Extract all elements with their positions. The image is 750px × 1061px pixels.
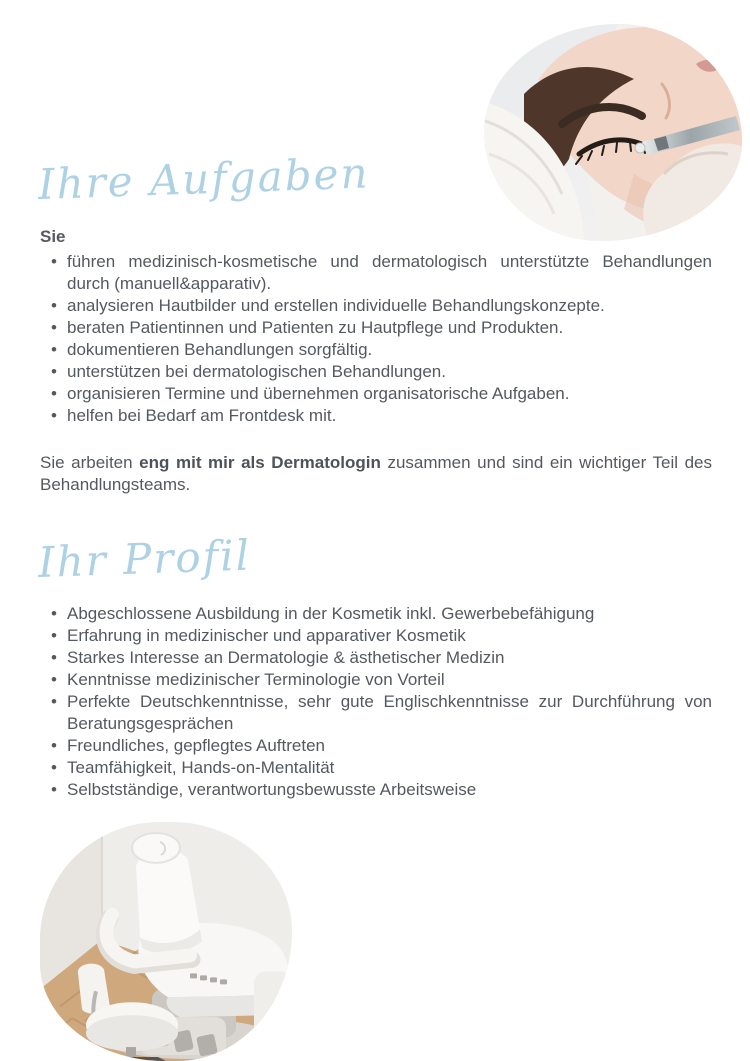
list-item: • führen medizinisch-kosmetische und dermatologisch unterstützte Behandlungen durch (manuell&apparativ). — [40, 251, 712, 295]
closing-post: zusammen und sind ein wichtiger Teil des Behandlungsteams. — [40, 453, 713, 494]
aufgaben-list — [40, 251, 712, 427]
list-item: • beraten Patientinnen und Patienten zu Hautpflege und Produkten. — [40, 317, 712, 339]
facial-treatment-illustration — [484, 24, 742, 241]
list-item: • helfen bei Bedarf am Frontdesk mit. — [40, 405, 712, 427]
treatment-chair-illustration — [40, 822, 292, 1061]
closing-pre: Sie arbeiten — [40, 453, 140, 472]
facial-treatment-photo — [484, 24, 742, 241]
closing-paragraph — [40, 452, 712, 496]
list-item: • organisieren Termine und übernehmen organisatorische Aufgaben. — [40, 383, 712, 405]
list-item: • Perfekte Deutschkenntnisse, sehr gute Englischkenntnisse zur Durchführung von Beratungsgesprächen — [40, 691, 712, 735]
list-item: • Selbstständige, verantwortungsbewusste Arbeitsweise — [40, 779, 712, 801]
list-item: • Freundliches, gepflegtes Auftreten — [40, 735, 712, 757]
list-item: • analysieren Hautbilder und erstellen individuelle Behandlungskonzepte. — [40, 295, 712, 317]
closing-bold: eng mit mir als Dermatologin — [139, 453, 381, 472]
list-item: • Abgeschlossene Ausbildung in der Kosmetik inkl. Gewerbebefähigung — [40, 603, 712, 625]
section-heading-aufgaben: Ihre Aufgaben — [37, 148, 371, 209]
profil-list — [40, 603, 712, 801]
list-item: • unterstützen bei dermatologischen Behandlungen. — [40, 361, 712, 383]
list-item: • dokumentieren Behandlungen sorgfältig. — [40, 339, 712, 361]
intro-word: Sie — [40, 227, 66, 246]
list-item: • Teamfähigkeit, Hands-on-Mentalität — [40, 757, 712, 779]
list-item: • Starkes Interesse an Dermatologie & ästhetischer Medizin — [40, 647, 712, 669]
section-heading-profil: Ihr Profil — [37, 530, 252, 587]
list-item: • Kenntnisse medizinischer Terminologie von Vorteil — [40, 669, 712, 691]
treatment-chair-photo — [40, 822, 292, 1061]
list-item: • Erfahrung in medizinischer und apparativer Kosmetik — [40, 625, 712, 647]
